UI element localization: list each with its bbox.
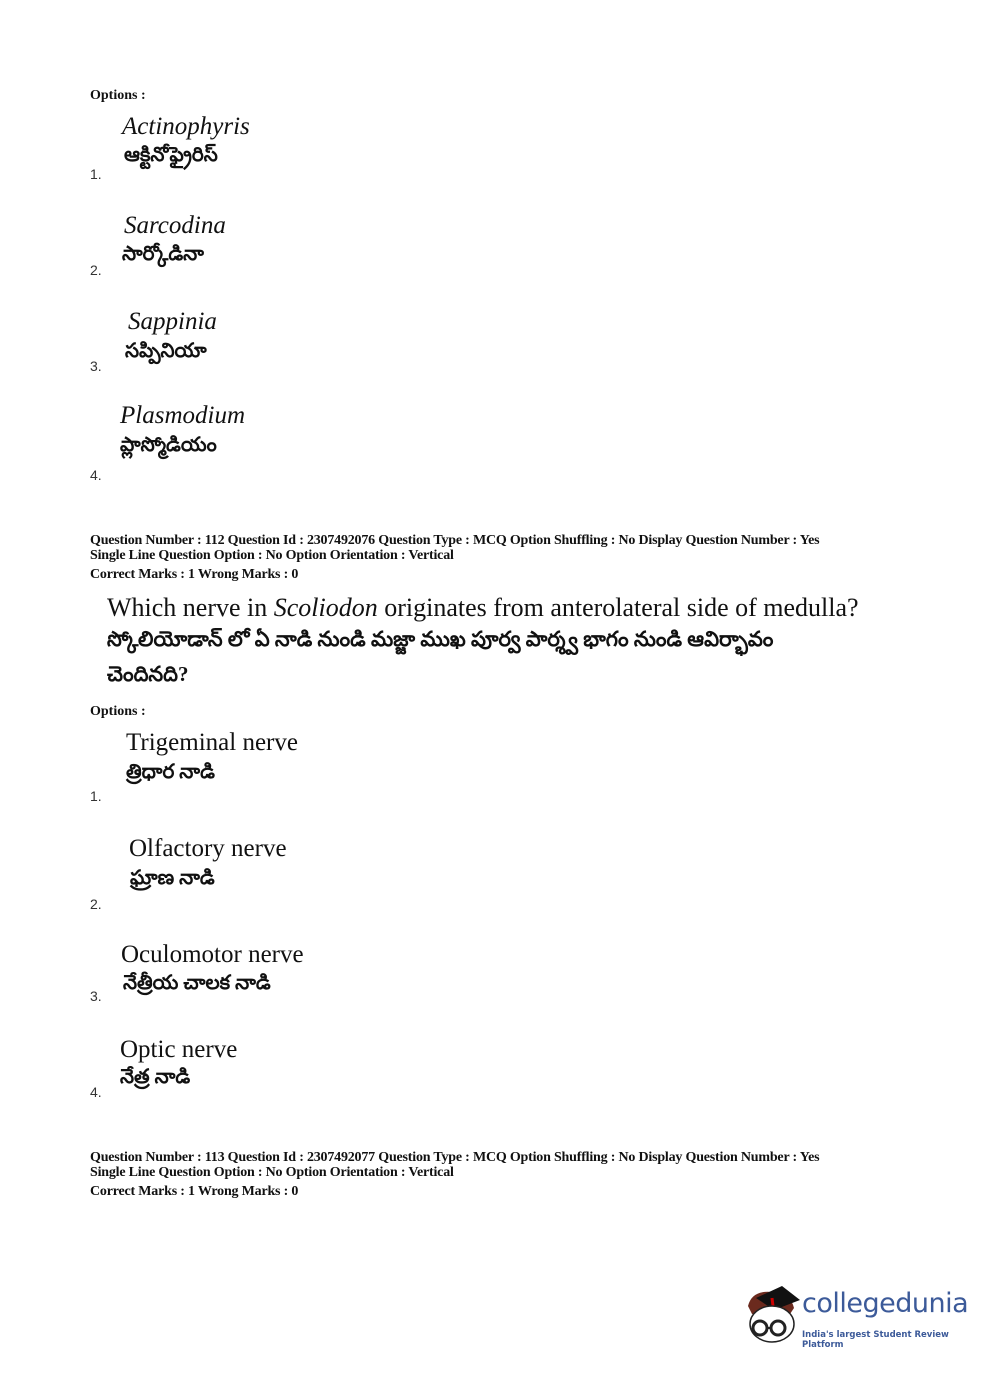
q113-meta-line1: Question Number : 113 Question Id : 2307492077 Question Type : MCQ Option Shuffling : No Display Question Number : Yes bbox=[90, 1150, 820, 1165]
q112-option-3-telugu: నేత్రీయ చాలక నాడి bbox=[123, 972, 271, 994]
option-3-telugu: సప్పినియా bbox=[125, 340, 207, 362]
q112-question-telugu-2: చెందినది? bbox=[107, 662, 189, 686]
q112-options-label: Options : bbox=[90, 704, 146, 719]
brand-name: collegedunia bbox=[802, 1288, 969, 1319]
question-text-pre: Which nerve in bbox=[107, 593, 274, 622]
q112-marks: Correct Marks : 1 Wrong Marks : 0 bbox=[90, 567, 299, 582]
option-3-number: 3. bbox=[90, 358, 102, 374]
q112-question-telugu-1: స్కోలియోడాన్ లో ఏ నాడి నుండి మజ్జా ముఖ పూర్వ పార్శ్వ భాగం నుండి ఆవిర్భావం bbox=[107, 627, 774, 651]
mascot-icon bbox=[742, 1284, 802, 1350]
q112-option-1-english: Trigeminal nerve bbox=[126, 729, 298, 756]
option-2-english: Sarcodina bbox=[124, 212, 226, 239]
q112-option-3-number: 3. bbox=[90, 988, 102, 1004]
option-1-telugu: ఆక్టినోఫ్రైరిస్ bbox=[124, 144, 218, 166]
q113-meta-line2: Single Line Question Option : No Option Orientation : Vertical bbox=[90, 1165, 454, 1180]
q112-option-3-english: Oculomotor nerve bbox=[121, 941, 304, 968]
q112-option-2-number: 2. bbox=[90, 896, 102, 912]
option-1-english: Actinophyris bbox=[122, 113, 250, 140]
q112-option-2-english: Olfactory nerve bbox=[129, 835, 287, 862]
option-4-number: 4. bbox=[90, 467, 102, 483]
collegedunia-watermark bbox=[742, 1284, 972, 1350]
option-1-number: 1. bbox=[90, 166, 102, 182]
option-3-english: Sappinia bbox=[128, 308, 217, 335]
q112-meta-line1: Question Number : 112 Question Id : 2307492076 Question Type : MCQ Option Shuffling : No Display Question Number : Yes bbox=[90, 533, 820, 548]
q112-option-1-telugu: త్రిధార నాడి bbox=[126, 761, 215, 783]
q112-meta-line2: Single Line Question Option : No Option Orientation : Vertical bbox=[90, 548, 454, 563]
q112-option-4-telugu: నేత్ర నాడి bbox=[120, 1066, 191, 1088]
q112-question-text bbox=[107, 593, 859, 623]
q112-option-1-number: 1. bbox=[90, 788, 102, 804]
q112-option-4-number: 4. bbox=[90, 1084, 102, 1100]
q112-option-2-telugu: ఘ్రాణ నాడి bbox=[130, 867, 215, 889]
q112-option-4-english: Optic nerve bbox=[120, 1036, 238, 1063]
q113-marks: Correct Marks : 1 Wrong Marks : 0 bbox=[90, 1184, 299, 1199]
question-text-post: originates from anterolateral side of medulla? bbox=[377, 593, 859, 622]
option-4-english: Plasmodium bbox=[120, 402, 245, 429]
options-label: Options : bbox=[90, 88, 146, 103]
question-text-italic: Scoliodon bbox=[273, 593, 378, 622]
option-4-telugu: ప్లాస్మోడియం bbox=[120, 434, 217, 456]
brand-tagline: India's largest Student Review Platform bbox=[802, 1330, 949, 1350]
option-2-number: 2. bbox=[90, 262, 102, 278]
option-2-telugu: సార్కోడినా bbox=[122, 243, 204, 265]
